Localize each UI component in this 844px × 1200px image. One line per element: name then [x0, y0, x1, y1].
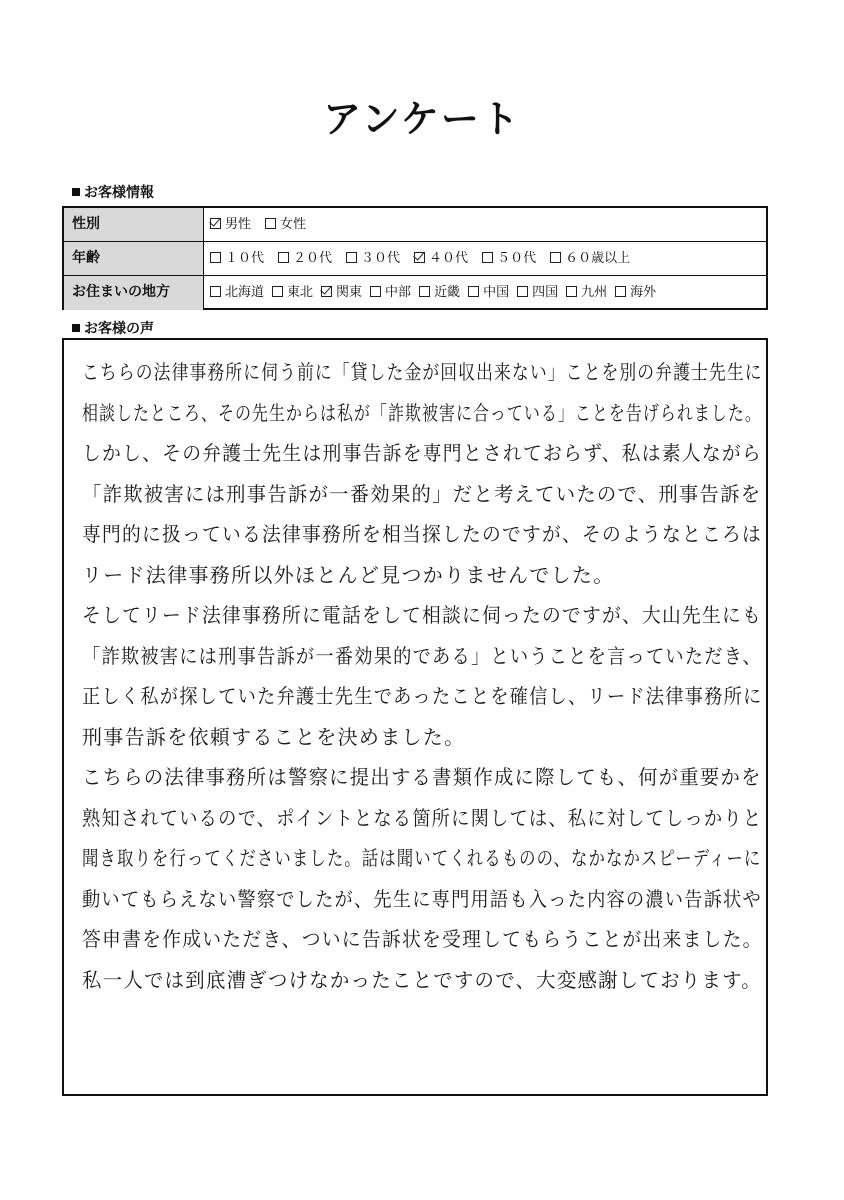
option-label: ４０代 — [429, 251, 469, 266]
checkbox-checked-icon — [414, 252, 425, 263]
option-label: 関東 — [336, 285, 363, 300]
info-row-age — [64, 242, 766, 276]
comment-line: 「詐欺被害には刑事告訴が一番効果的である」ということを言っていただき、 — [82, 643, 762, 668]
option-item — [210, 242, 264, 275]
option-item — [566, 276, 607, 309]
customer-info-label-text: お客様情報 — [84, 185, 154, 201]
option-item — [414, 242, 468, 275]
comment-line: 正しく私が探していた弁護士先生であったことを確信し、リード法律事務所に — [82, 684, 763, 708]
square-bullet-icon — [72, 324, 80, 332]
option-label: 海外 — [630, 285, 657, 300]
comment-line: こちらの法律事務所に伺う前に「貸した金が回収出来ない」ことを別の弁護士先生に — [82, 360, 763, 384]
comment-line: 答申書を作成いただき、ついに告訴状を受理してもらうことが出来ました。 — [82, 927, 763, 951]
option-item — [346, 242, 400, 275]
option-label: 北海道 — [225, 285, 265, 300]
option-item — [482, 242, 536, 275]
checkbox-unchecked-icon — [370, 286, 381, 297]
checkbox-checked-icon — [321, 286, 332, 297]
option-item — [272, 276, 313, 309]
option-label: 女性 — [280, 217, 307, 232]
option-label: ５０代 — [497, 251, 537, 266]
comment-line: そしてリード法律事務所に電話をして相談に伺ったのですが、大山先生にも — [82, 603, 763, 627]
info-row-label: 年齢 — [64, 242, 204, 275]
comment-line: 相談したところ、その先生からは私が「詐欺被害に合っている」ことを告げられました。 — [82, 400, 762, 425]
checkbox-unchecked-icon — [550, 252, 561, 263]
region-options — [210, 276, 664, 310]
option-item — [321, 276, 362, 309]
info-row-region — [64, 276, 766, 310]
option-label: 九州 — [581, 285, 608, 300]
voice-section-label — [72, 318, 154, 338]
checkbox-unchecked-icon — [210, 252, 221, 263]
comment-line: 熟知されているので、ポイントとなる箇所に関しては、私に対してしっかりと — [82, 805, 763, 830]
option-label: １０代 — [225, 251, 265, 266]
comment-line: こちらの法律事務所は警察に提出する書類作成に際しても、何が重要かを — [82, 765, 762, 789]
customer-info-section-label — [72, 182, 154, 202]
comment-line: しかし、その弁護士先生は刑事告訴を専門とされておらず、私は素人ながら — [82, 441, 762, 465]
option-label: ２０代 — [293, 251, 333, 266]
info-row-label: お住まいの地方 — [64, 276, 204, 310]
info-row-label: 性別 — [64, 208, 204, 241]
comment-line: 動いてもらえない警察でしたが、先生に専門用語も入った内容の濃い告訴状や — [82, 886, 762, 911]
info-row-gender — [64, 208, 766, 242]
option-item — [550, 242, 630, 275]
option-label: ３０代 — [361, 251, 401, 266]
checkbox-unchecked-icon — [468, 286, 479, 297]
checkbox-unchecked-icon — [482, 252, 493, 263]
comment-line: 私一人では到底漕ぎつけなかったことですので、大変感謝しております。 — [82, 967, 762, 992]
option-label: 四国 — [532, 285, 559, 300]
option-label: 中部 — [385, 285, 412, 300]
option-label: 東北 — [287, 285, 314, 300]
page-title: アンケート — [323, 97, 521, 141]
checkbox-unchecked-icon — [517, 286, 528, 297]
age-options — [210, 242, 644, 275]
option-item — [468, 276, 509, 309]
customer-info-table — [62, 206, 768, 310]
voice-label-text: お客様の声 — [84, 321, 154, 337]
option-label: 中国 — [483, 285, 510, 300]
checkbox-unchecked-icon — [272, 286, 283, 297]
option-item — [370, 276, 411, 309]
option-item — [210, 208, 251, 241]
option-item — [517, 276, 558, 309]
comment-line: 聞き取りを行ってくださいました。話は聞いてくれるものの、なかなかスピーディーに — [82, 846, 762, 870]
checkbox-unchecked-icon — [210, 286, 221, 297]
checkbox-unchecked-icon — [419, 286, 430, 297]
option-label: 男性 — [225, 217, 252, 232]
comment-line: 刑事告訴を依頼することを決めました。 — [82, 724, 466, 749]
checkbox-unchecked-icon — [278, 252, 289, 263]
option-item — [419, 276, 460, 309]
checkbox-unchecked-icon — [566, 286, 577, 297]
comment-line: 専門的に扱っている法律事務所を相当探したのですが、そのようなところは — [82, 522, 763, 546]
comment-line: 「詐欺被害には刑事告訴が一番効果的」だと考えていたので、刑事告訴を — [82, 481, 762, 506]
checkbox-unchecked-icon — [346, 252, 357, 263]
option-item — [210, 276, 264, 309]
option-label: 近畿 — [434, 285, 461, 300]
option-item — [278, 242, 332, 275]
comment-line: リード法律事務所以外ほとんど見つかりませんでした。 — [82, 562, 615, 587]
option-item — [615, 276, 656, 309]
checkbox-unchecked-icon — [265, 218, 276, 229]
option-item — [265, 208, 306, 241]
option-label: ６０歳以上 — [565, 251, 631, 266]
square-bullet-icon — [72, 188, 80, 196]
gender-options — [210, 208, 320, 241]
checkbox-unchecked-icon — [615, 286, 626, 297]
checkbox-checked-icon — [210, 218, 221, 229]
